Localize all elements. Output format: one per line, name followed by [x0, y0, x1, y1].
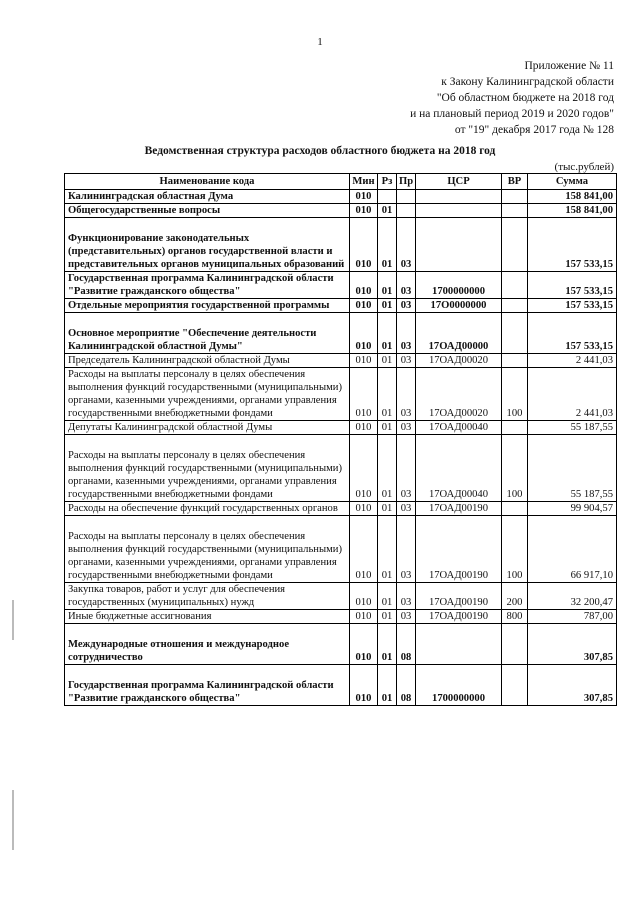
cell-csr: 17ОАД00190	[416, 516, 502, 583]
cell-min: 010	[350, 299, 378, 313]
cell-rz	[378, 190, 397, 204]
cell-pr: 03	[397, 272, 416, 299]
cell-csr: 17ОАД00020	[416, 368, 502, 421]
table-row	[65, 610, 617, 624]
table-row	[65, 313, 617, 354]
cell-vr	[502, 272, 528, 299]
table-row	[65, 421, 617, 435]
units-label: (тыс.рублей)	[554, 161, 614, 173]
cell-vr	[502, 299, 528, 313]
cell-csr: 17ОАД00040	[416, 435, 502, 502]
cell-pr: 03	[397, 218, 416, 272]
cell-vr: 800	[502, 610, 528, 624]
cell-csr: 17ОАД00190	[416, 610, 502, 624]
cell-name: Депутаты Калининградской областной Думы	[65, 421, 350, 435]
cell-name: Отдельные мероприятия государственной программы	[65, 299, 350, 313]
cell-rz: 01	[378, 435, 397, 502]
cell-min: 010	[350, 665, 378, 706]
cell-vr	[502, 502, 528, 516]
cell-vr	[502, 665, 528, 706]
column-header-pr: Пр	[397, 174, 416, 190]
annex-header-line: Приложение № 11	[524, 60, 614, 72]
annex-header-line: к Закону Калининградской области	[441, 76, 614, 88]
table-row	[65, 368, 617, 421]
column-header-name: Наименование кода	[65, 174, 350, 190]
cell-rz: 01	[378, 204, 397, 218]
cell-pr: 08	[397, 624, 416, 665]
cell-name: Председатель Калининградской областной Думы	[65, 354, 350, 368]
cell-sum: 787,00	[528, 610, 617, 624]
cell-rz: 01	[378, 610, 397, 624]
cell-csr: 1700000000	[416, 272, 502, 299]
cell-rz: 01	[378, 516, 397, 583]
column-header-min: Мин	[350, 174, 378, 190]
cell-rz: 01	[378, 368, 397, 421]
cell-min: 010	[350, 354, 378, 368]
cell-name: Государственная программа Калининградской области "Развитие гражданского общества"	[65, 272, 350, 299]
cell-min: 010	[350, 421, 378, 435]
cell-sum: 55 187,55	[528, 435, 617, 502]
annex-header	[410, 58, 614, 138]
table-row	[65, 204, 617, 218]
cell-csr: 17ОАД00190	[416, 502, 502, 516]
cell-vr	[502, 624, 528, 665]
cell-sum: 157 533,15	[528, 272, 617, 299]
cell-name: Расходы на обеспечение функций государственных органов	[65, 502, 350, 516]
cell-sum: 157 533,15	[528, 299, 617, 313]
cell-sum: 158 841,00	[528, 204, 617, 218]
cell-vr	[502, 190, 528, 204]
cell-min: 010	[350, 610, 378, 624]
budget-table	[64, 173, 617, 706]
cell-csr	[416, 218, 502, 272]
cell-csr: 17ОАД00040	[416, 421, 502, 435]
cell-name: Международные отношения и международное сотрудничество	[65, 624, 350, 665]
column-header-vr: ВР	[502, 174, 528, 190]
cell-rz: 01	[378, 421, 397, 435]
cell-name: Общегосударственные вопросы	[65, 204, 350, 218]
cell-min: 010	[350, 190, 378, 204]
table-row	[65, 218, 617, 272]
cell-csr: 1700000000	[416, 665, 502, 706]
table-body	[65, 190, 617, 706]
table-row	[65, 516, 617, 583]
cell-pr: 03	[397, 610, 416, 624]
cell-vr	[502, 421, 528, 435]
cell-sum: 66 917,10	[528, 516, 617, 583]
cell-name: Иные бюджетные ассигнования	[65, 610, 350, 624]
cell-min: 010	[350, 516, 378, 583]
cell-pr: 08	[397, 665, 416, 706]
table-row	[65, 272, 617, 299]
cell-sum: 157 533,15	[528, 218, 617, 272]
cell-min: 010	[350, 272, 378, 299]
table-row	[65, 299, 617, 313]
table-row	[65, 354, 617, 368]
cell-pr: 03	[397, 516, 416, 583]
cell-rz: 01	[378, 272, 397, 299]
cell-name: Основное мероприятие "Обеспечение деятельности Калининградской областной Думы"	[65, 313, 350, 354]
cell-csr: 17ОАД00000	[416, 313, 502, 354]
table-row	[65, 502, 617, 516]
cell-vr	[502, 313, 528, 354]
cell-pr: 03	[397, 502, 416, 516]
table-row	[65, 435, 617, 502]
cell-rz: 01	[378, 502, 397, 516]
cell-sum: 32 200,47	[528, 583, 617, 610]
column-header-sum: Сумма	[528, 174, 617, 190]
cell-pr: 03	[397, 354, 416, 368]
cell-sum: 307,85	[528, 665, 617, 706]
page-number: 1	[317, 36, 323, 48]
cell-sum: 157 533,15	[528, 313, 617, 354]
cell-csr: 17ОАД00190	[416, 583, 502, 610]
cell-pr: 03	[397, 299, 416, 313]
cell-sum: 99 904,57	[528, 502, 617, 516]
cell-min: 010	[350, 502, 378, 516]
cell-vr	[502, 204, 528, 218]
table-row	[65, 583, 617, 610]
cell-vr	[502, 218, 528, 272]
cell-rz: 01	[378, 624, 397, 665]
table-row	[65, 190, 617, 204]
cell-csr	[416, 190, 502, 204]
column-header-rz: Рз	[378, 174, 397, 190]
table-row	[65, 624, 617, 665]
cell-rz: 01	[378, 665, 397, 706]
scan-edge-mark	[12, 600, 14, 640]
cell-name: Расходы на выплаты персоналу в целях обеспечения выполнения функций государственными (муниципальными) органами, казенными учреждениями, органами управления государственными внебюджетными фондами	[65, 368, 350, 421]
cell-name: Расходы на выплаты персоналу в целях обеспечения выполнения функций государственными (муниципальными) органами, казенными учреждениями, органами управления государственными внебюджетными фондами	[65, 516, 350, 583]
cell-vr: 200	[502, 583, 528, 610]
cell-sum: 2 441,03	[528, 368, 617, 421]
cell-sum: 307,85	[528, 624, 617, 665]
cell-vr: 100	[502, 368, 528, 421]
cell-rz: 01	[378, 299, 397, 313]
cell-pr: 03	[397, 583, 416, 610]
cell-pr: 03	[397, 368, 416, 421]
cell-name: Государственная программа Калининградской области "Развитие гражданского общества"	[65, 665, 350, 706]
cell-name: Функционирование законодательных (представительных) органов государственной власти и представительных органов муниципальных образований	[65, 218, 350, 272]
cell-pr: 03	[397, 435, 416, 502]
cell-min: 010	[350, 583, 378, 610]
annex-header-line: от "19" декабря 2017 года № 128	[454, 124, 614, 136]
cell-csr	[416, 204, 502, 218]
annex-header-line: "Об областном бюджете на 2018 год	[436, 92, 614, 104]
cell-pr: 03	[397, 421, 416, 435]
cell-vr	[502, 354, 528, 368]
cell-min: 010	[350, 368, 378, 421]
cell-min: 010	[350, 218, 378, 272]
cell-min: 010	[350, 624, 378, 665]
cell-rz: 01	[378, 218, 397, 272]
table-header-row	[65, 174, 617, 190]
cell-pr	[397, 190, 416, 204]
cell-sum: 2 441,03	[528, 354, 617, 368]
scan-edge-mark	[12, 790, 14, 850]
cell-rz: 01	[378, 313, 397, 354]
cell-vr: 100	[502, 435, 528, 502]
cell-csr: 17ОАД00020	[416, 354, 502, 368]
cell-min: 010	[350, 313, 378, 354]
table-row	[65, 665, 617, 706]
column-header-csr: ЦСР	[416, 174, 502, 190]
cell-rz: 01	[378, 354, 397, 368]
cell-vr: 100	[502, 516, 528, 583]
cell-min: 010	[350, 204, 378, 218]
cell-rz: 01	[378, 583, 397, 610]
cell-name: Закупка товаров, работ и услуг для обеспечения государственных (муниципальных) нужд	[65, 583, 350, 610]
cell-sum: 158 841,00	[528, 190, 617, 204]
cell-sum: 55 187,55	[528, 421, 617, 435]
document-title: Ведомственная структура расходов областного бюджета на 2018 год	[144, 145, 496, 157]
cell-min: 010	[350, 435, 378, 502]
cell-name: Калининградская областная Дума	[65, 190, 350, 204]
annex-header-line: и на плановый период 2019 и 2020 годов"	[410, 108, 614, 120]
cell-pr: 03	[397, 313, 416, 354]
cell-name: Расходы на выплаты персоналу в целях обеспечения выполнения функций государственными (муниципальными) органами, казенными учреждениями, органами управления государственными внебюджетными фондами	[65, 435, 350, 502]
cell-csr	[416, 624, 502, 665]
cell-pr	[397, 204, 416, 218]
cell-csr: 17О0000000	[416, 299, 502, 313]
